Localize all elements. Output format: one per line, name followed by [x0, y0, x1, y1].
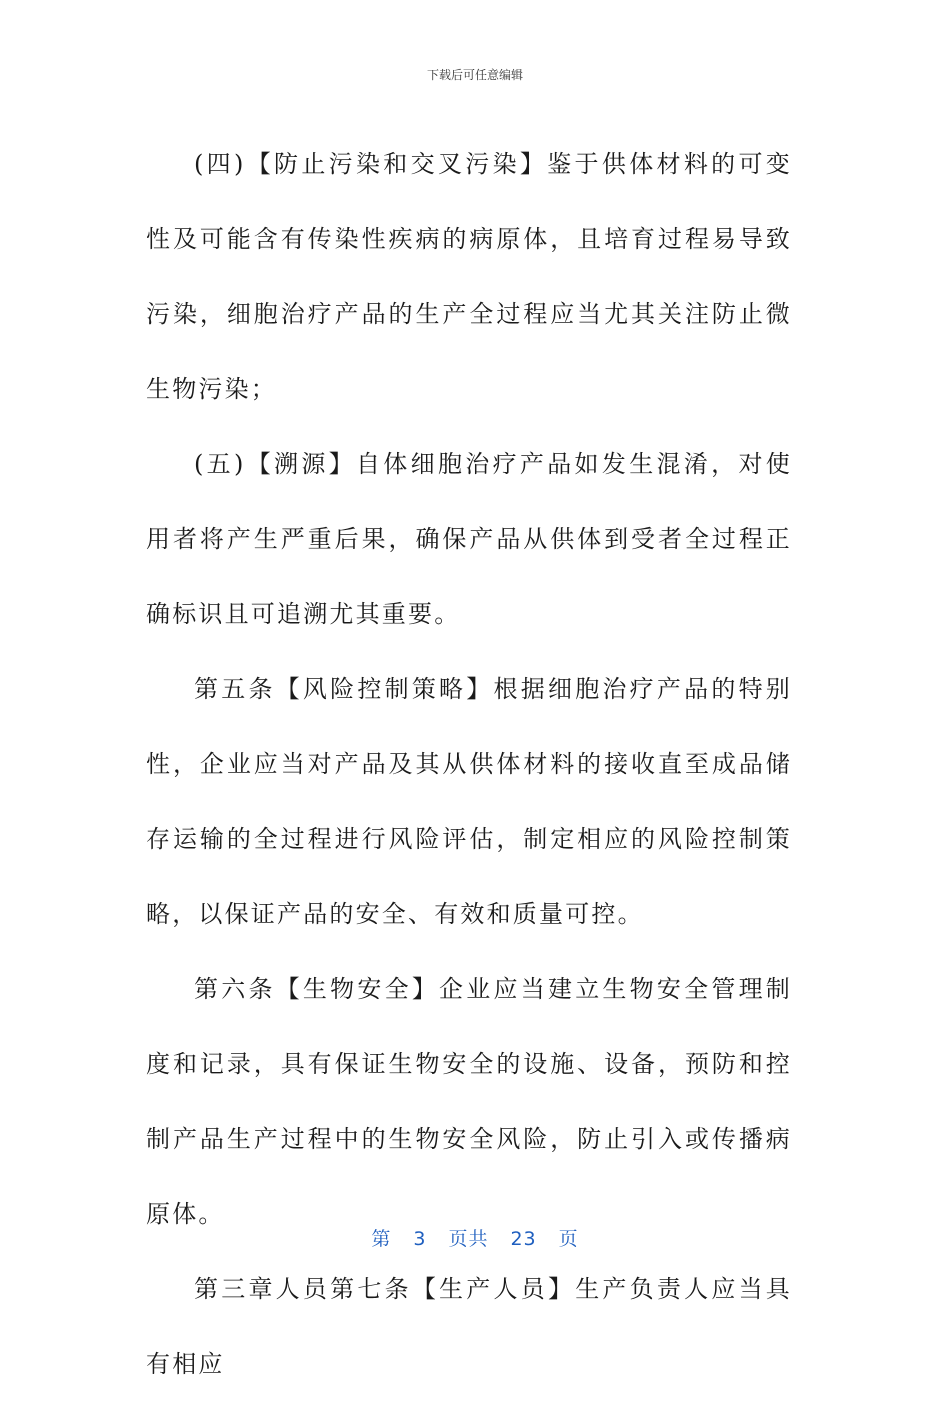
paragraph-traceability: (五)【溯源】自体细胞治疗产品如发生混淆，对使用者将产生严重后果，确保产品从供体到受者全过程正确标识且可追溯尤其重要。 — [146, 450, 792, 628]
paragraph-risk-control-strategy: 第五条【风险控制策略】根据细胞治疗产品的特别性，企业应当对产品及其从供体材料的接收直至成品储存运输的全过程进行风险评估，制定相应的风险控制策略，以保证产品的安全、有效和质量可控。 — [146, 675, 792, 928]
footer-prefix: 第 — [371, 1228, 392, 1250]
page-footer — [0, 1224, 950, 1251]
page-header-note: 下载后可任意编辑 — [426, 68, 523, 82]
paragraph-personnel: 第三章人员第七条【生产人员】生产负责人应当具有相应 — [146, 1275, 792, 1378]
footer-suffix: 页 — [558, 1228, 579, 1250]
footer-total-pages: 23 — [510, 1228, 537, 1250]
paragraph-biosafety: 第六条【生物安全】企业应当建立生物安全管理制度和记录，具有保证生物安全的设施、设备，预防和控制产品生产过程中的生物安全风险，防止引入或传播病原体。 — [146, 975, 792, 1228]
footer-current-page: 3 — [413, 1228, 427, 1250]
footer-middle: 页共 — [448, 1228, 489, 1250]
paragraph-contamination-prevention: (四)【防止污染和交叉污染】鉴于供体材料的可变性及可能含有传染性疾病的病原体，且培育过程易导致污染，细胞治疗产品的生产全过程应当尤其关注防止微生物污染； — [146, 150, 792, 403]
document-body — [146, 127, 792, 1402]
